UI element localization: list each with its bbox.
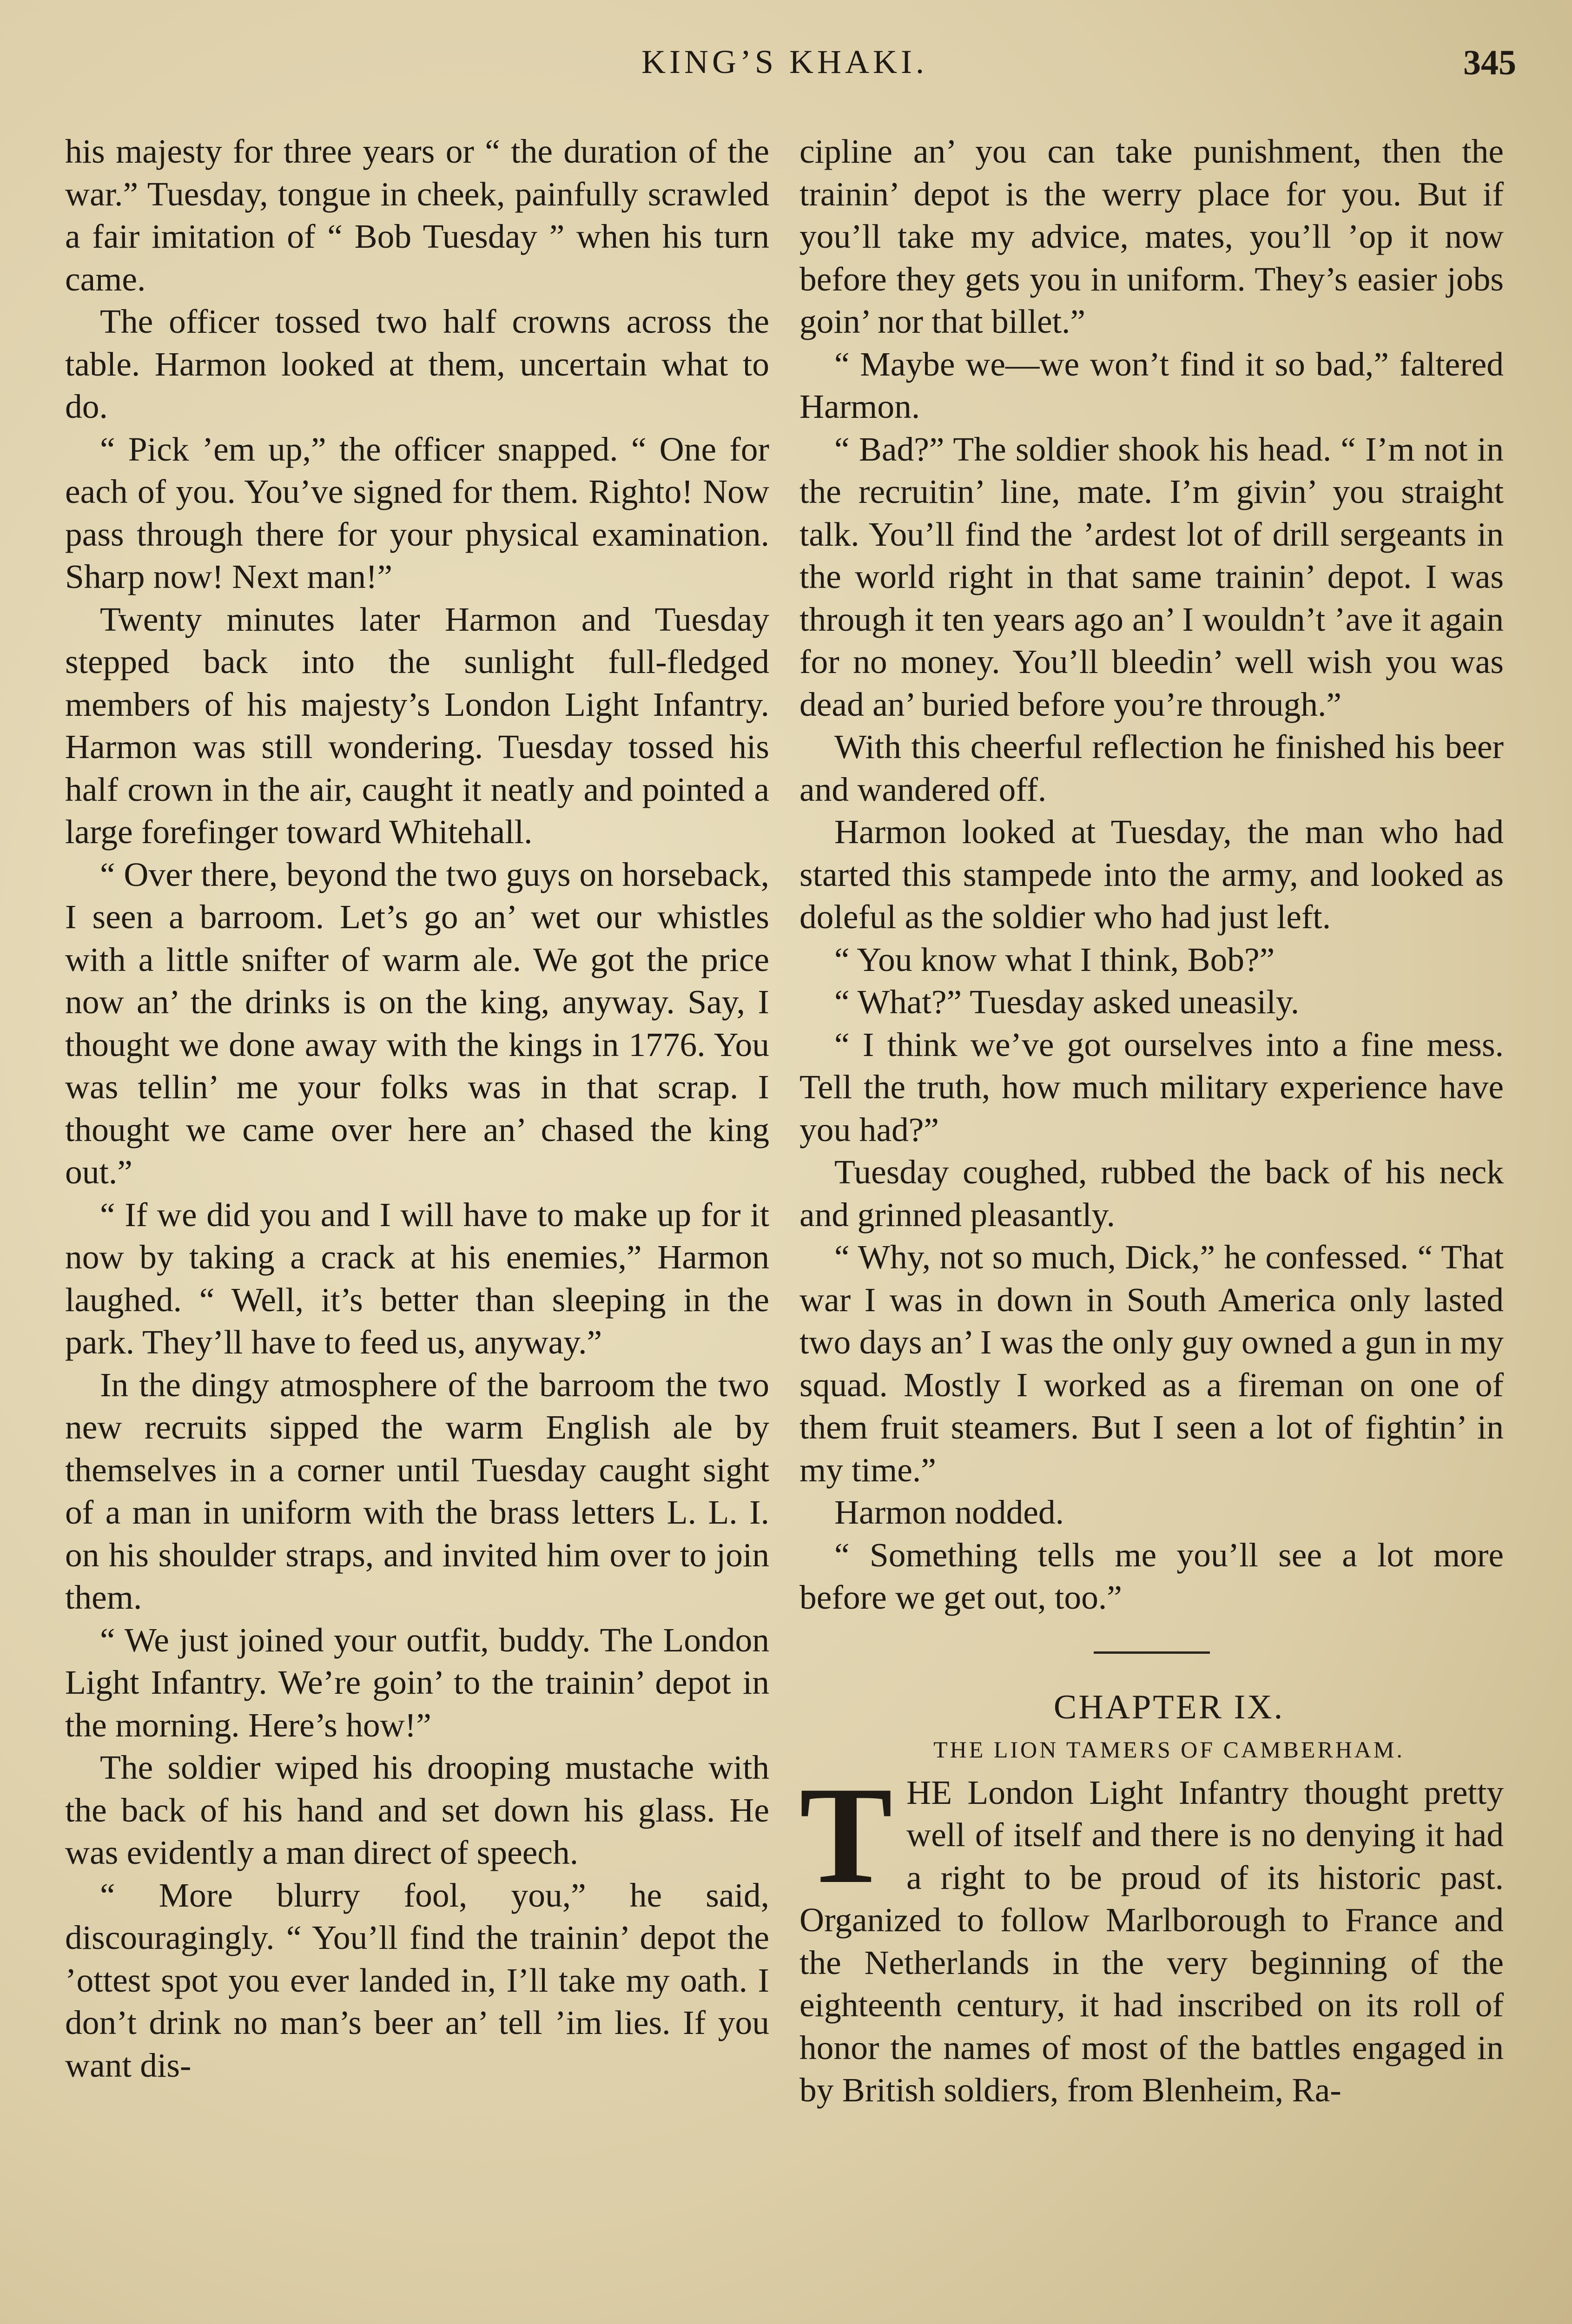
paragraph: cipline an’ you can take punishment, then the trainin’ depot is the werry place for you. But if you’ll take my advice, mates, you’ll ’op it now before they gets you in uniform. They’s easier jobs goin’ nor that billet.” [799,132,1504,340]
paragraph: “ I think we’ve got ourselves into a fine mess. Tell the truth, how much military experience have you had?” [799,1025,1504,1149]
paragraph: “ Pick ’em up,” the officer snapped. “ One for each of you. You’ve signed for them. Righto! Now pass through there for your physical examination. Sharp now! Next man!” [65,430,769,595]
paragraph: “ More blurry fool, you,” he said, discouragingly. “ You’ll find the trainin’ depot the ’ottest spot you ever landed in, I’ll take my oath. I don’t drink no man’s beer an’ tell ’im lies. If you want dis- [65,1876,769,2084]
running-title: KING’S KHAKI. [641,43,928,80]
chapter-number: CHAPTER IX. [1053,1688,1285,1726]
paragraph: The officer tossed two half crowns across the table. Harmon looked at them, uncertain what to do. [65,303,769,425]
paragraph: Harmon nodded. [834,1493,1064,1531]
paragraph: The soldier wiped his drooping mustache with the back of his hand and set down his glass. He was evidently a man direct of speech. [65,1749,769,1871]
paragraph: “ Something tells me you’ll see a lot more before we get out, too.” [799,1536,1504,1616]
paragraph: With this cheerful reflection he finished his beer and wandered off. [799,728,1504,808]
paragraph: his majesty for three years or “ the duration of the war.” Tuesday, tongue in cheek, painfully scrawled a fair imitation of “ Bob Tuesday ” when his turn came. [65,132,769,298]
paragraph: “ You know what I think, Bob?” [834,940,1275,978]
paragraph: In the dingy atmosphere of the barroom the two new recruits sipped the warm English ale by themselves in a corner until Tuesday caught sight of a man in uniform with the brass letters L. L. I. on his shoulder straps, and invited him over to join them. [65,1366,769,1616]
section-divider [1094,1651,1210,1654]
chapter-title: THE LION TAMERS OF CAMBERHAM. [933,1736,1405,1763]
paragraph: “ We just joined your outfit, buddy. The London Light Infantry. We’re goin’ to the trainin’ depot in the morning. Here’s how!” [65,1621,769,1744]
paragraph: “ Why, not so much, Dick,” he confessed. “ That war I was in down in South America only lasted two days an’ I was the only guy owned a gun in my squad. Mostly I worked as a fireman on one of them fruit steamers. But I seen a lot of fightin’ in my time.” [799,1238,1504,1489]
drop-cap-letter: T [799,1757,893,1912]
paragraph: “ Maybe we—we won’t find it so bad,” faltered Harmon. [799,345,1504,425]
paragraph: Tuesday coughed, rubbed the back of his neck and grinned pleasantly. [799,1153,1504,1234]
paragraph: Harmon looked at Tuesday, the man who had started this stampede into the army, and looked as doleful as the soldier who had just left. [799,813,1504,936]
paragraph: “ If we did you and I will have to make up for it now by taking a crack at his enemies,” Harmon laughed. “ Well, it’s better than sleeping in the park. They’ll have to feed us, anyway.” [65,1195,769,1361]
chapter-opening-text: HE London Light Infantry thought pretty well of itself and there is no denying it had a right to be proud of its historic past. Organized to follow Marlborough to France and the Netherlands in the very beginning of the eighteenth century, it had inscribed on its roll of honor the names of most of the battles engaged in by British soldiers, from Blenheim, Ra- [799,1773,1504,2109]
chapter-opening-paragraph [799,1757,1504,2112]
paragraph: Twenty minutes later Harmon and Tuesday stepped back into the sunlight full-fledged members of his majesty’s London Light Infantry. Harmon was still wondering. Tuesday tossed his half crown in the air, caught it neatly and pointed a large forefinger toward Whitehall. [65,600,769,851]
paragraph: “ Bad?” The soldier shook his head. “ I’m not in the recruitin’ line, mate. I’m givin’ you straight talk. You’ll find the ’ardest lot of drill sergeants in the world right in that same trainin’ depot. I was through it ten years ago an’ I wouldn’t ’ave it again for no money. You’ll bleedin’ well wish you was dead an’ buried before you’re through.” [799,430,1504,723]
paragraph: “ What?” Tuesday asked uneasily. [834,983,1300,1021]
left-column [65,130,769,2086]
paragraph: “ Over there, beyond the two guys on horseback, I seen a barroom. Let’s go an’ wet our whistles with a little snifter of warm ale. We got the price now an’ the drinks is on the king, anyway. Say, I thought we done away with the kings in 1776. You was tellin’ me your folks was in that scrap. I thought we came over here an’ chased the king out.” [65,855,769,1191]
right-column [799,130,1504,2112]
page-number: 345 [1463,43,1516,82]
